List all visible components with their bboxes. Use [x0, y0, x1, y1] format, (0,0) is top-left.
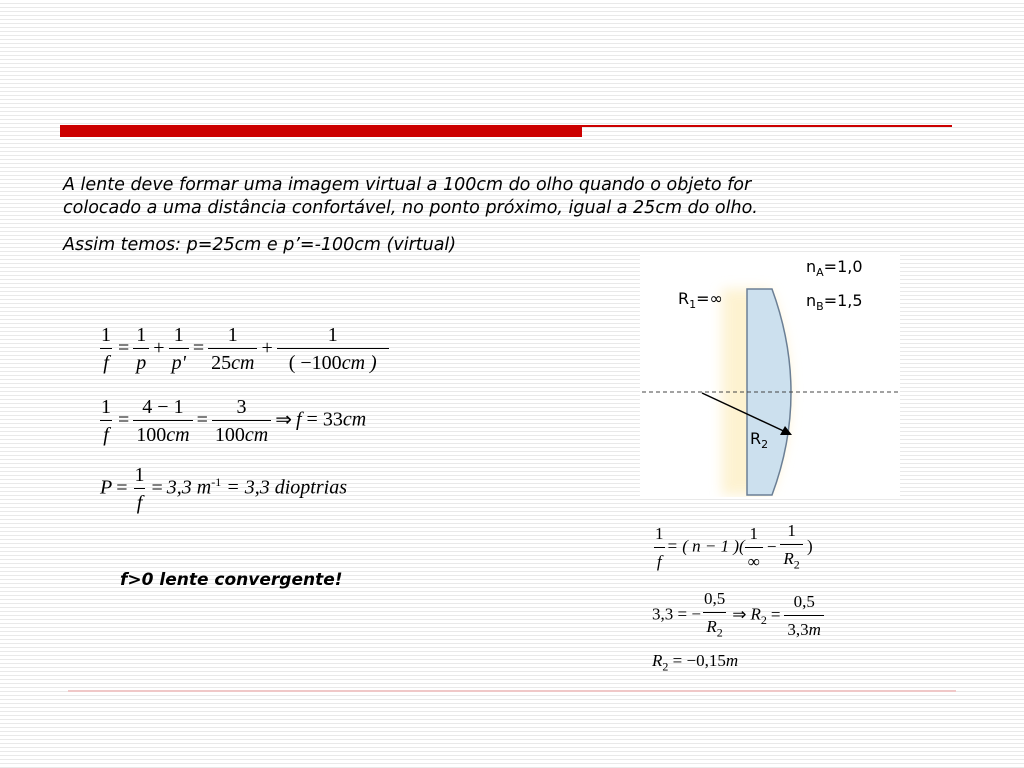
- thin-lens-equation: $\frac{1}{f}$ = $\frac{1}{p}$ + $\frac{1}{p'}$ = $\frac{1}{25cm}$ + $\frac{1}{( -100cm )}$: [98, 322, 389, 376]
- title-accent-line: [582, 125, 952, 127]
- lens-diagram: [640, 253, 900, 497]
- lensmaker-equation: $\frac{1}{f}$ = ( n − 1 )( $\frac{1}{\infty}$ − $\frac{1}{R_2}$ ): [652, 518, 813, 577]
- r1-label: $R_1=\infty$: [678, 289, 723, 312]
- title-accent-bar: [60, 125, 582, 137]
- na-label: $n_A=1,0$: [806, 257, 863, 280]
- intro-line-2: colocado a uma distância confortável, no ponto próximo, igual a 25cm do olho.: [63, 198, 758, 218]
- given-values: Assim temos: p=25cm e p’=-100cm (virtual): [63, 235, 457, 255]
- power-equation: P = $\frac{1}{f}$ = 3,3 $m^{-1} = 3,3$ dioptrias: [100, 464, 347, 514]
- nb-label: $n_B=1,5$: [806, 291, 863, 314]
- intro-paragraph: [63, 174, 903, 220]
- radius-solve-equation: 3,3 = − $\frac{0,5}{R_2}$ ⇒ $R_2$ = $\frac{0,5}{3,3m}$: [652, 586, 824, 645]
- focal-length-equation: $\frac{1}{f}$ = $\frac{4 - 1}{100cm}$ = $\frac{3}{100cm}$ ⇒ f = 33cm: [101, 396, 367, 446]
- r2-label: $R_2$: [750, 429, 769, 452]
- footer-divider: [68, 690, 956, 692]
- radius-result: $R_2 = -0,15m$: [652, 651, 739, 674]
- conclusion-text: f>0 lente convergente!: [120, 570, 343, 590]
- intro-line-1: A lente deve formar uma imagem virtual a 100cm do olho quando o objeto for: [63, 175, 752, 195]
